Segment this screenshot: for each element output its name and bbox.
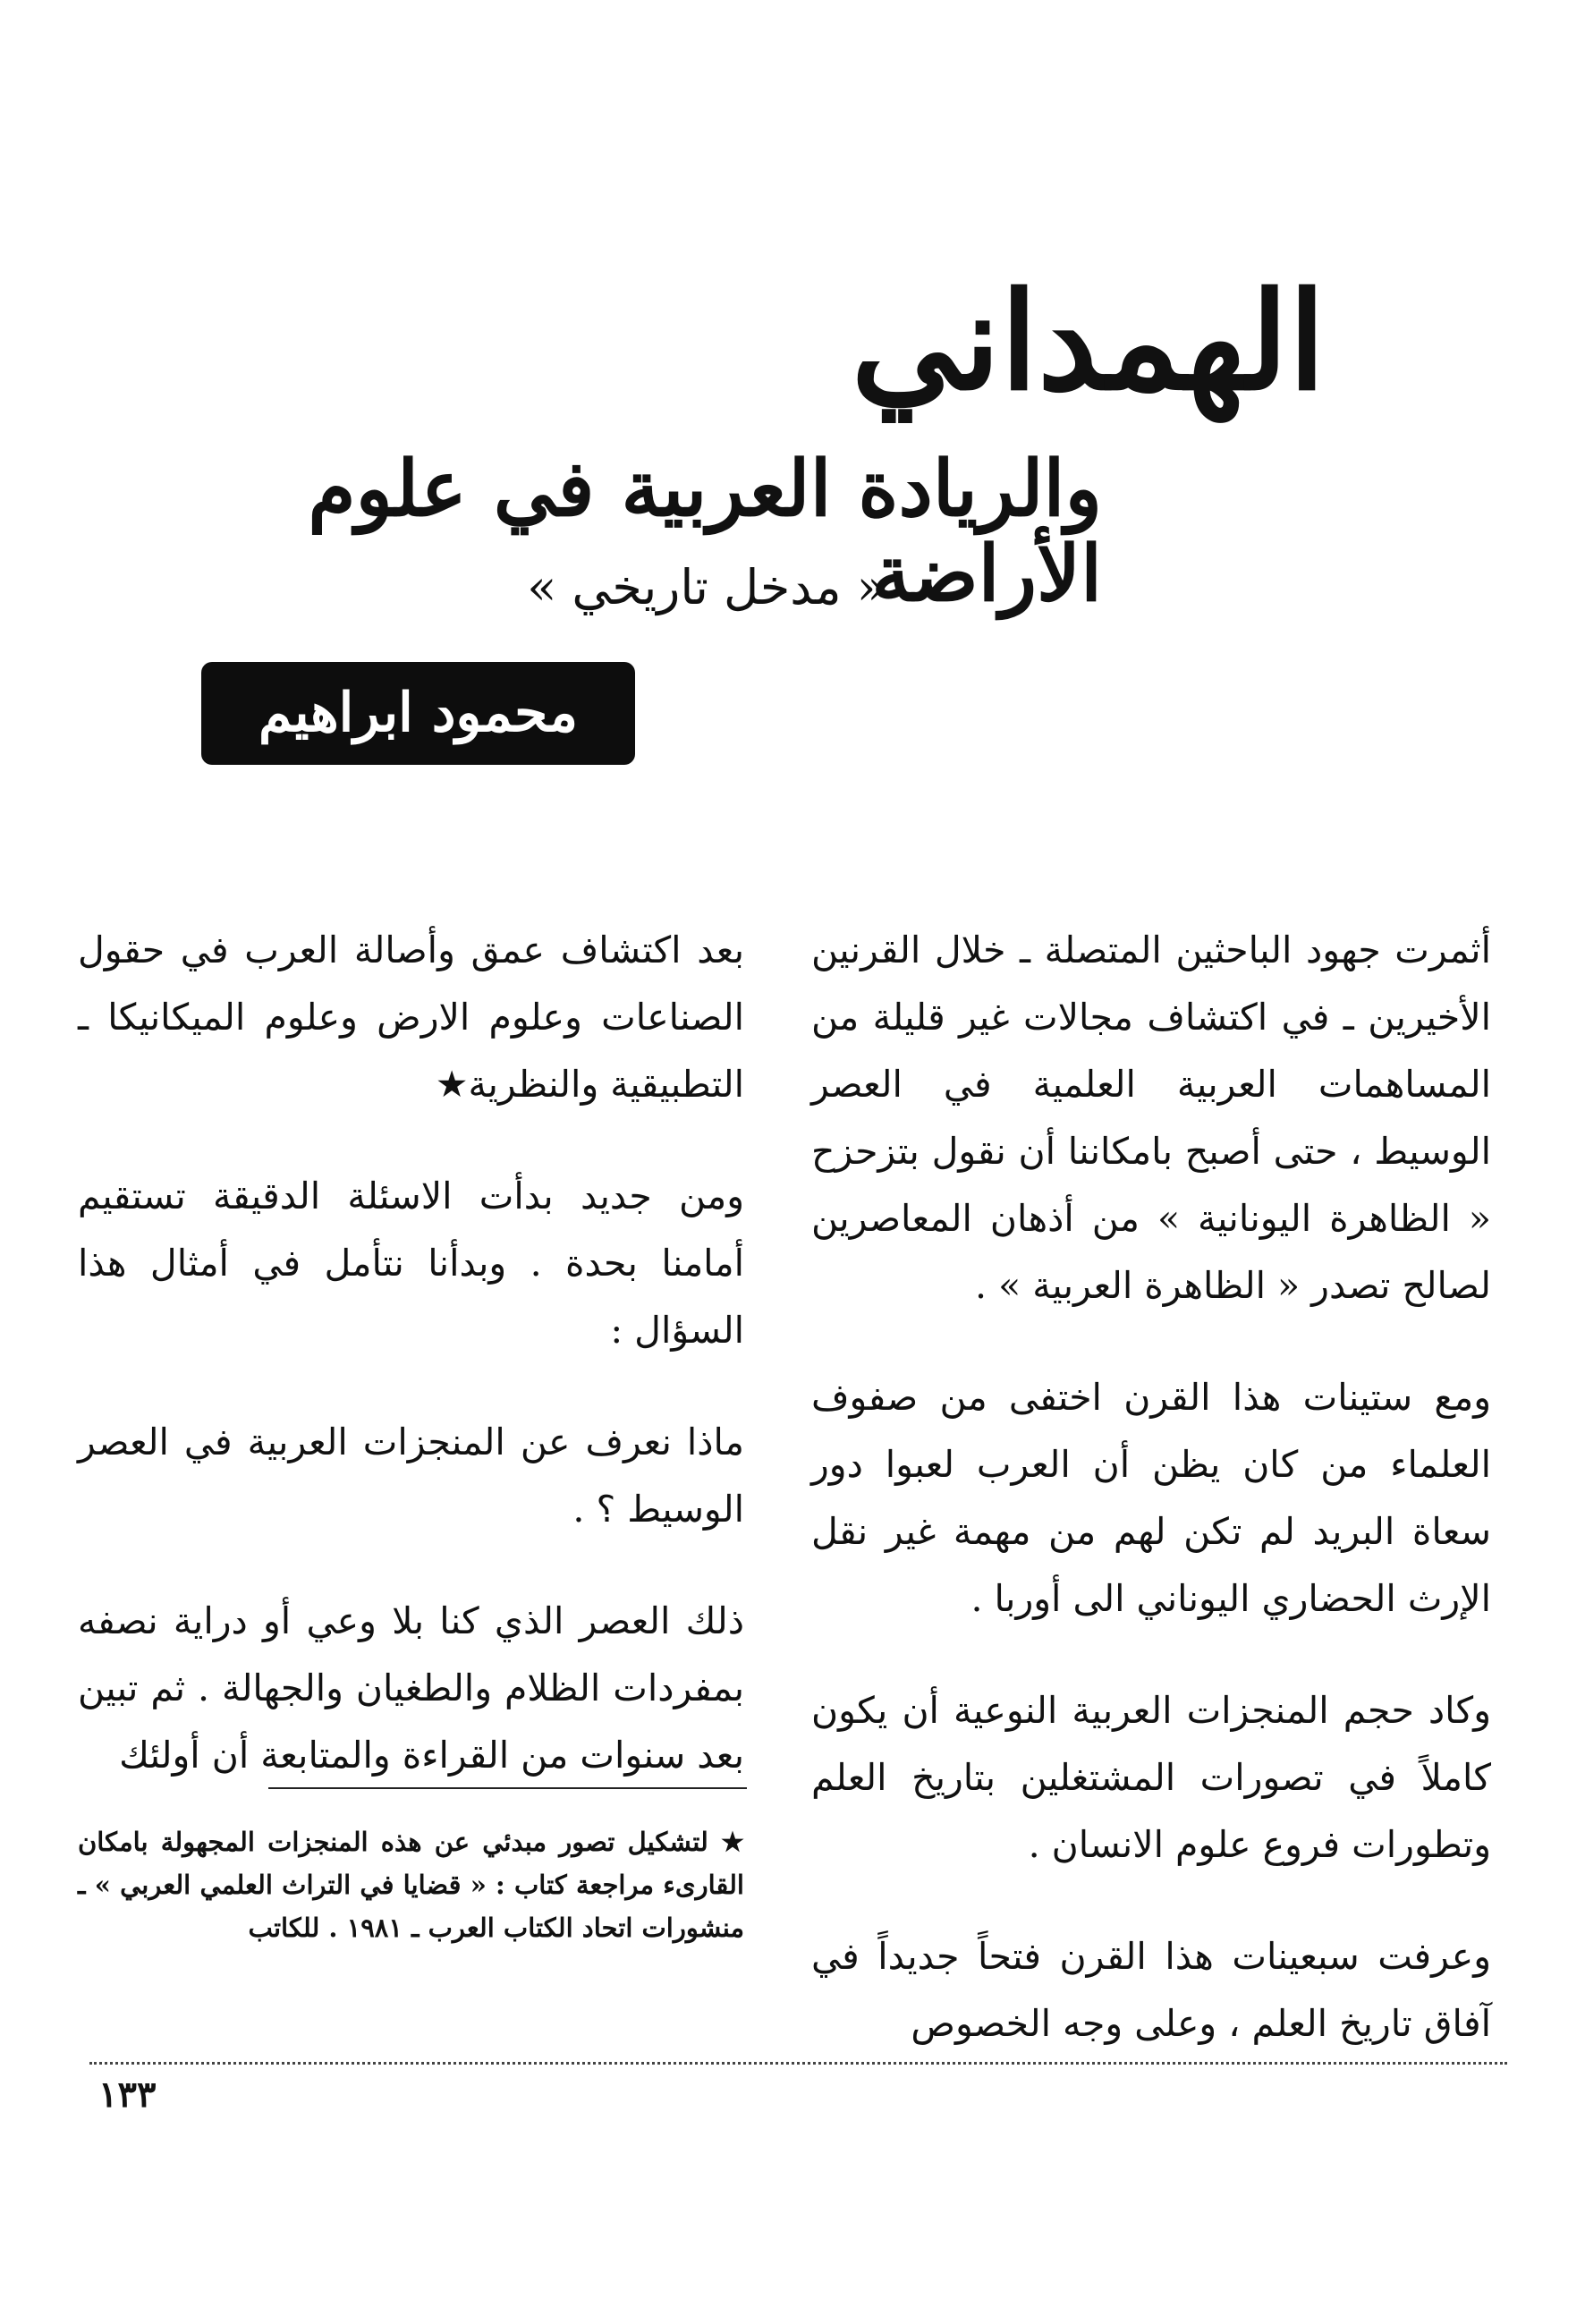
paragraph: ماذا نعرف عن المنجزات العربية في العصر الوسيط ؟ . xyxy=(78,1421,744,1531)
footnote: ★ لتشكيل تصور مبدئي عن هذه المنجزات المجهولة بامكان القارىء مراجعة كتاب : « قضايا في التراث العلمي العربي » ـ منشورات اتحاد الكتاب العرب ـ ١٩٨١ . للكاتب xyxy=(78,1827,744,1943)
paragraph: أثمرت جهود الباحثين المتصلة ـ خلال القرنين الأخيرين ـ في اكتشاف مجالات غير قليلة من المساهمات العربية العلمية في العصر الوسيط ، حتى أصبح بامكاننا أن نقول بتزحزح « الظاهرة اليونانية » من أذهان المعاصرين لصالح تصدر « الظاهرة العربية » . xyxy=(811,929,1491,1307)
body-column-left xyxy=(78,917,744,1789)
page-number: ١٣٣ xyxy=(98,2074,157,2116)
paragraph: وكاد حجم المنجزات العربية النوعية أن يكون كاملاً في تصورات المشتغلين بتاريخ العلم وتطورات فروع علوم الانسان . xyxy=(811,1689,1491,1866)
article-title: الهمداني xyxy=(851,263,1326,420)
paragraph: بعد اكتشاف عمق وأصالة العرب في حقول الصناعات وعلوم الارض وعلوم الميكانيكا ـ التطبيقية والنظرية★ xyxy=(78,929,744,1106)
bottom-divider xyxy=(89,2062,1507,2065)
author-banner xyxy=(201,662,635,847)
paragraph: وعرفت سبعينات هذا القرن فتحاً جديداً في آفاق تاريخ العلم ، وعلى وجه الخصوص xyxy=(811,1935,1491,2045)
body-column-right xyxy=(811,917,1491,2057)
author-name: محمود ابراهيم الصغيري xyxy=(259,682,578,847)
paragraph: ومن جديد بدأت الاسئلة الدقيقة تستقيم أمامنا بحدة . وبدأنا نتأمل في أمثال هذا السؤال : xyxy=(78,1175,744,1352)
article-subtitle-note: « مدخل تاريخي » xyxy=(527,559,886,615)
paragraph: ذلك العصر الذي كنا بلا وعي أو دراية نصفه بمفردات الظلام والطغيان والجهالة . ثم تبين بعد سنوات من القراءة والمتابعة أن أولئك xyxy=(78,1599,744,1777)
paragraph: ومع ستينات هذا القرن اختفى من صفوف العلماء من كان يظن أن العرب لعبوا دور سعاة البريد لم تكن لهم من مهمة غير نقل الإرث الحضاري اليوناني الى أوربا . xyxy=(811,1376,1491,1620)
footnote-divider xyxy=(268,1787,747,1789)
article-subtitle: والريادة العربية في علوم الأراضة xyxy=(308,444,1102,619)
